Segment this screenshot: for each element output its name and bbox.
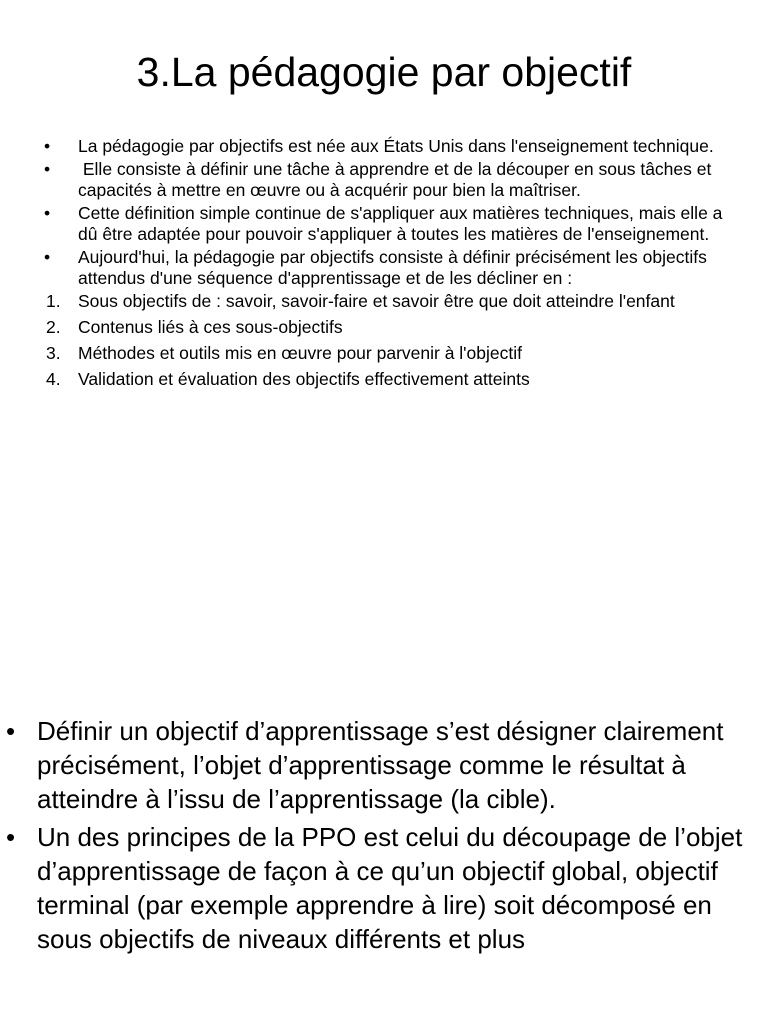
bullet-marker: • (44, 247, 51, 267)
slide-title: 3.La pédagogie par objectif (136, 49, 632, 95)
numbered-item (40, 343, 730, 364)
list-item-text: Aujourd'hui, la pédagogie par objectifs consiste à définir précisément les objectifs attendus d'une séquence d'apprentissage et de les décliner en : (78, 247, 707, 288)
list-item-text: La pédagogie par objectifs est née aux États Unis dans l'enseignement technique. (78, 136, 714, 156)
numbered-item (40, 291, 730, 312)
list-item-text: Un des principes de la PPO est celui du découpage de l’objet d’apprentissage de façon à ce qu’un objectif global, objectif terminal (par exemple apprendre à lire) soit décomposé en sous objectifs de niveaux différents et plus (37, 822, 743, 954)
list-item (6, 714, 746, 816)
number-marker: 4. (46, 369, 61, 389)
numbered-item (40, 369, 730, 390)
bullet-marker: • (44, 136, 51, 156)
numbered-item-text: Méthodes et outils mis en œuvre pour parvenir à l'objectif (78, 343, 522, 363)
bullet-marker: • (44, 159, 51, 179)
list-item (40, 159, 730, 201)
number-marker: 3. (46, 343, 61, 363)
list-item-text: Cette définition simple continue de s'appliquer aux matières techniques, mais elle a dû être adaptée pour pouvoir s'appliquer à toutes les matières de l'enseignement. (78, 203, 723, 244)
bullet-marker: • (44, 203, 51, 223)
list-item (40, 203, 730, 245)
number-marker: 2. (46, 317, 61, 337)
list-item-text: Elle consiste à définir une tâche à apprendre et de la découper en sous tâches et capacités à mettre en œuvre ou à acquérir pour bien la maîtriser. (78, 159, 717, 200)
list-item-text: Définir un objectif d’apprentissage s’est désigner clairement précisément, l’objet d’apprentissage comme le résultat à atteindre à l’issu de l’apprentissage (la cible). (37, 716, 724, 814)
numbered-item (40, 317, 730, 338)
list-item (40, 136, 730, 157)
numbered-item-text: Contenus liés à ces sous-objectifs (78, 317, 343, 337)
objectives-list (40, 136, 730, 395)
definition-list (6, 714, 746, 960)
list-item (40, 247, 730, 289)
bullet-marker: • (6, 716, 16, 746)
numbered-item-text: Validation et évaluation des objectifs effectivement atteints (78, 369, 530, 389)
bullet-marker: • (6, 822, 16, 852)
numbered-item-text: Sous objectifs de : savoir, savoir-faire et savoir être que doit atteindre l'enfant (78, 291, 675, 311)
number-marker: 1. (46, 291, 61, 311)
list-item (6, 820, 746, 956)
